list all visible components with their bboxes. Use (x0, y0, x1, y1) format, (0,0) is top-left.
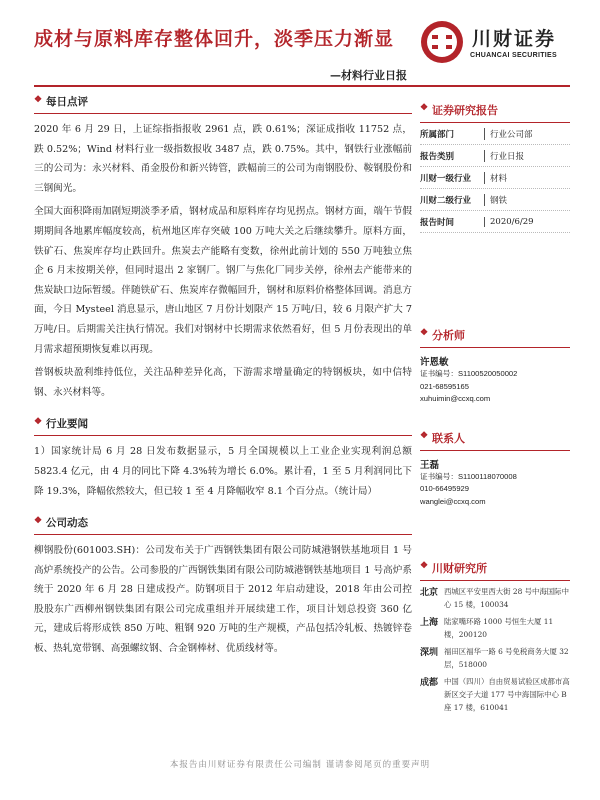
contact-email[interactable]: wanglei@ccxq.com (420, 496, 486, 506)
contact-phone: 010-66495929 (420, 484, 469, 493)
section-heading-company-news: ❖ 公司动态 (34, 513, 412, 535)
chuancai-logo-icon (420, 20, 464, 64)
diamond-bullet-icon: ❖ (34, 417, 43, 428)
report-subtitle: —材料行业日报 (330, 69, 407, 82)
contact-name: 王磊 (420, 459, 440, 471)
analyst-name: 许恩敏 (420, 357, 449, 368)
section-heading-daily-review: ❖ 每日点评 (34, 92, 412, 114)
section-heading-industry-news: ❖ 行业要闻 (34, 414, 412, 436)
daily-review-paragraph: 普钢板块盈利维持低位，关注品种差异化高，下游需求增量确定的特钢板块，如中信特钢、永兴材料等。 (34, 367, 412, 398)
sidebar-heading-analyst: ❖ 分析师 (420, 325, 570, 348)
sidebar-heading-report: ❖ 证券研究报告 (420, 100, 570, 123)
info-row: 川财二级行业 钢铁 (420, 189, 570, 211)
office-row: 深圳 福田区福华一路 6 号免税商务大厦 32 层，518000 (420, 647, 569, 669)
company-news-paragraph: 柳钢股份(601003.SH)：公司发布关于广西钢铁集团有限公司防城港钢铁基地项目 1 号高炉系统投产的公告。公司参股的广西钢铁集团有限公司防城港钢铁基地项目 1 号高炉系统于 2020 年 6 月 28 日建成投产。防钢项目于 2012 年启动建设，2018 年由公司控股股东广西柳州钢铁集团有限公司完成重组并开展续建工作，项目计划总投资 360 亿元，建成后将形成铁 850 万吨、粗钢 920 万吨的生产规模，产品包括冷轧板、热镀锌卷板、热轧宽带钢、高强螺纹钢、合金钢棒材、优质线材等。 (34, 545, 412, 655)
analyst-phone: 021-68595165 (420, 381, 469, 391)
header-divider (34, 85, 570, 87)
diamond-bullet-icon: ❖ (34, 95, 43, 105)
main-column (34, 92, 412, 663)
office-row: 上海 陆家嘴环路 1000 号恒生大厦 11 楼，200120 (420, 617, 554, 639)
daily-review-paragraph: 全国大面积降雨加剧短期淡季矛盾，钢材成品和原料库存均见拐点。钢材方面，端午节假期期间各地累库幅度较高，杭州地区库存突破 100 万吨大关之后继续攀升。原料方面，铁矿石、焦炭库存均止跌回升。焦炭去产能略有变数，徐州此前计划的 550 万吨独立焦企 6 月末按期关停，但同时退出 2 家钢厂。钢厂与焦化厂同步关停，徐州去产能带来的焦炭缺口边际暂缓。伴随铁矿石、焦炭库存微幅回升，钢材和原料价格整体回调。消息方面，今日 Mysteel 消息显示，唐山地区 7 月份计划限产 15 万吨/日，较 6 月限产扩大 7 万吨/日。后期需关注执行情况。我们对钢材中长期需求依然看好，但 5 月份表现出的单月需求超预期恢复难以再现。 (34, 206, 412, 355)
brand-name-cn: 川财证券 (472, 28, 557, 50)
report-title: 成材与原料库存整体回升，淡季压力渐显 (34, 28, 395, 50)
diamond-bullet-icon: ❖ (420, 103, 429, 113)
diamond-bullet-icon: ❖ (420, 430, 429, 441)
office-row: 北京 西城区平安里西大街 28 号中海国际中心 15 楼，100034 (420, 587, 569, 609)
contact-cert: 证书编号：S1100118070008 (420, 471, 517, 481)
sidebar-heading-contact: ❖ 联系人 (420, 428, 570, 451)
sidebar (420, 100, 570, 714)
diamond-bullet-icon: ❖ (420, 561, 429, 571)
info-row: 所属部门 行业公司部 (420, 123, 570, 145)
office-row: 成都 中国（四川）自由贸易试验区成都市高新区交子大道 177 号中海国际中心 B 座 17 楼，610041 (420, 677, 570, 712)
analyst-cert: 证书编号：S1100520050002 (420, 369, 518, 378)
diamond-bullet-icon: ❖ (34, 516, 43, 527)
brand-logo (420, 18, 570, 72)
info-row: 报告类别 行业日报 (420, 145, 570, 167)
diamond-bullet-icon: ❖ (420, 328, 429, 338)
info-row: 报告时间 2020/6/29 (420, 211, 570, 233)
brand-name-en: CHUANCAI SECURITIES (470, 52, 557, 59)
info-row: 川财一级行业 材料 (420, 167, 570, 189)
industry-news-paragraph: 1）国家统计局 6 月 28 日发布数据显示，5 月全国规模以上工业企业实现利润总额 5823.4 亿元，由 4 月的同比下降 4.3%转为增长 6.0%。累计看，1 至 5 月利润同比下降 19.3%，降幅依然较大，但已较 1 至 4 月降幅收窄 8.1 个百分点。（统计局） (34, 446, 412, 497)
daily-review-paragraph: 2020 年 6 月 29 日，上证综指指报收 2961 点，跌 0.61%；深证成指收 11752 点，跌 0.52%；Wind 材料行业一级指数报收 3487 点，跌 0.75%。其中，钢铁行业涨幅前三的公司为：永兴材料、甬金股份和新兴铸管，跌幅前三的公司为南钢股份、鞍钢股份和三钢闽光。 (34, 124, 412, 194)
analyst-email[interactable]: xuhuimin@ccxq.com (420, 394, 491, 403)
sidebar-heading-institute: ❖ 川财研究所 (420, 558, 570, 581)
page-footer: 本报告由川财证券有限责任公司编制 谨请参阅尾页的重要声明 (169, 760, 431, 770)
